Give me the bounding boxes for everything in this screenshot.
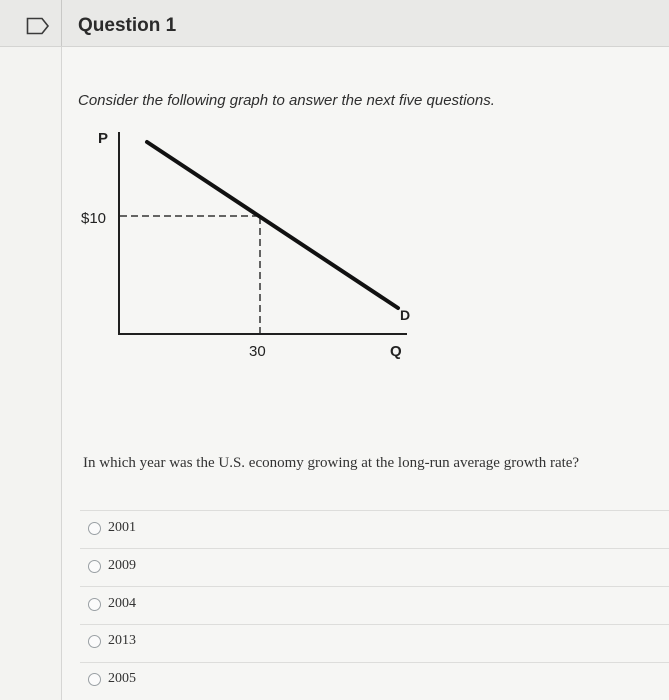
question-prompt: In which year was the U.S. economy growing at the long-run average growth rate? <box>83 455 580 471</box>
x-tick-label: 30 <box>249 343 266 360</box>
answer-option[interactable] <box>88 594 136 614</box>
question-title: Question 1 <box>78 15 177 36</box>
demand-curve <box>147 142 398 308</box>
question-header <box>0 0 669 47</box>
option-label: 2013 <box>108 633 136 648</box>
demand-graph <box>72 120 432 365</box>
radio-button[interactable] <box>88 635 101 648</box>
option-divider <box>80 510 669 511</box>
header-divider <box>61 0 62 46</box>
option-divider <box>80 586 669 587</box>
option-divider <box>80 662 669 663</box>
bookmark-flag-icon[interactable] <box>26 17 50 35</box>
y-tick-label: $10 <box>81 210 107 227</box>
radio-button[interactable] <box>88 673 101 686</box>
demand-curve-label: D <box>400 307 411 323</box>
y-axis-label: P <box>98 130 109 147</box>
option-label: 2009 <box>108 558 136 573</box>
answer-option[interactable] <box>88 518 136 538</box>
option-label: 2005 <box>108 671 136 686</box>
option-divider <box>80 624 669 625</box>
option-label: 2004 <box>108 596 136 611</box>
question-intro: Consider the following graph to answer the next five questions. <box>78 92 495 109</box>
option-label: 2001 <box>108 520 136 535</box>
answer-option[interactable] <box>88 631 136 651</box>
answer-option[interactable] <box>88 669 136 689</box>
radio-button[interactable] <box>88 560 101 573</box>
radio-button[interactable] <box>88 598 101 611</box>
radio-button[interactable] <box>88 522 101 535</box>
answer-option[interactable] <box>88 556 136 576</box>
option-divider <box>80 548 669 549</box>
x-axis-label: Q <box>390 343 402 360</box>
